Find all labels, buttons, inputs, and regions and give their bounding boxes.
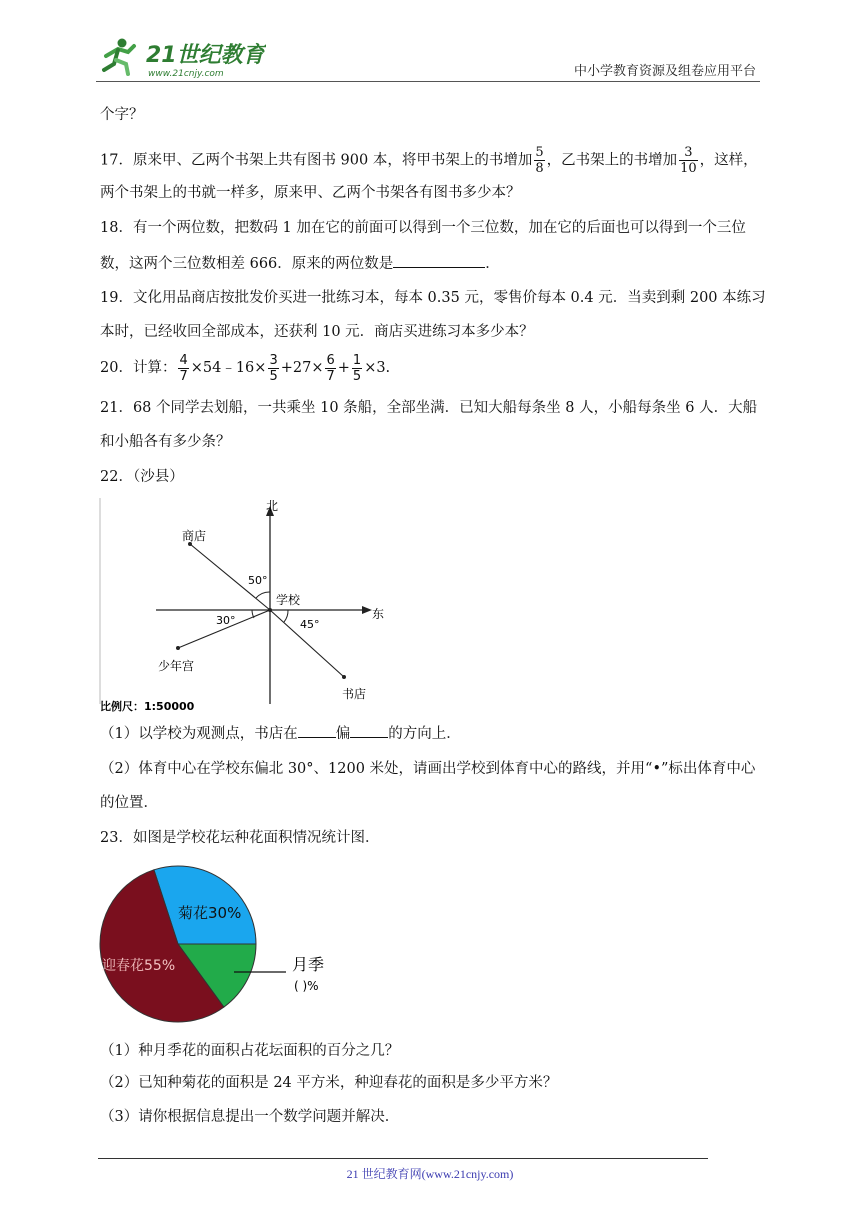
q22-title: 22．（沙县） — [100, 469, 184, 485]
q17-line1 — [100, 145, 758, 175]
q23-sub2: （2）已知种菊花的面积是 24 平方米，种迎春花的面积是多少平方米？ — [100, 1075, 558, 1091]
angle-arc-50 — [256, 592, 270, 598]
q21-line1: 21．68 个同学去划船，一共乘坐 10 条船，全部坐满．已知大船每条坐 8 人，小船每条坐 6 人．大船 — [100, 400, 758, 416]
callout-label: 月季 — [292, 955, 325, 974]
q22-sub1-text-c: 的方向上． — [388, 726, 461, 742]
q22-sub2-line2: 的位置． — [100, 795, 158, 811]
q16-tail: 个字？ — [100, 107, 144, 123]
q21-line2: 和小船各有多少条？ — [100, 434, 231, 450]
angle-arc-45 — [284, 610, 288, 622]
east-arrow-icon — [362, 606, 372, 614]
footer-rule — [98, 1158, 708, 1159]
q17-fraction-2: $\frac{3}{10}$ — [680, 145, 697, 176]
q17-text-a: 17．原来甲、乙两个书架上共有图书 900 本，将甲书架上的书增加 — [100, 152, 533, 169]
direction-map — [98, 494, 398, 714]
q20-label: 20．计算： — [100, 360, 177, 376]
q20-term-3: + — [337, 360, 350, 376]
q20-fraction-a: $\frac{4}{7}$ — [179, 352, 188, 384]
scale-label: 比例尺：1:50000 — [100, 700, 195, 713]
north-label: 北 — [266, 499, 279, 513]
youth-palace-label: 少年宫 — [158, 659, 195, 673]
q22-blank-2[interactable] — [350, 723, 388, 738]
east-label: 东 — [372, 607, 385, 621]
q22-sub1-text-a: （1）以学校为观测点，书店在 — [100, 726, 298, 742]
slice-label-chrysanthemum: 菊花30% — [178, 904, 242, 922]
angle-50-label: 50° — [248, 574, 268, 587]
q22-sub1 — [100, 723, 461, 744]
pie-slices — [100, 866, 256, 1022]
bookstore-label: 书店 — [342, 687, 367, 701]
q23-sub1: （1）种月季花的面积占花坛面积的百分之几？ — [100, 1043, 400, 1059]
angle-30-label: 30° — [216, 614, 236, 627]
q19-line2: 本时，已经收回全部成本，还获利 10 元．商店买进练习本多少本？ — [100, 324, 534, 340]
logo-url: www.21cnjy.com — [148, 69, 224, 79]
q19-line1: 19．文化用品商店按批发价买进一批练习本，每本 0.35 元，零售价每本 0.4 元．当卖到剩 200 本练习 — [100, 290, 766, 306]
slice-label-jasmine: 迎春花55% — [102, 958, 176, 974]
q22-sub2-line1: （2）体育中心在学校东偏北 30°、1200 米处，请画出学校到体育中心的路线，并用“•”标出体育中心 — [100, 761, 756, 777]
flower-pie-chart — [98, 862, 368, 1032]
q20-term-1: ×54﹣16× — [190, 360, 267, 376]
q20-fraction-c: $\frac{6}{7}$ — [326, 352, 335, 384]
platform-name: 中小学教育资源及组卷应用平台 — [573, 64, 756, 79]
q17-line2: 两个书架上的书就一样多，原来甲、乙两个书架各有图书多少本？ — [100, 185, 521, 201]
header-rule — [96, 81, 760, 82]
q18-line2 — [100, 253, 500, 274]
bookstore-point — [342, 675, 346, 679]
q18-text: 数，这两个三位数相差 666．原来的两位数是 — [100, 256, 394, 272]
q18-answer-blank[interactable] — [393, 253, 485, 268]
q22-sub1-text-b: 偏 — [335, 726, 351, 742]
footer-text[interactable]: 21 世纪教育网(www.21cnjy.com) — [346, 1167, 514, 1181]
q18-line1: 18．有一个两位数，把数码 1 加在它的前面可以得到一个三位数，加在它的后面也可以得到一个三位 — [100, 220, 746, 236]
callout-value: ( )% — [294, 979, 319, 993]
q20-line — [100, 351, 390, 385]
angle-45-label: 45° — [300, 618, 320, 631]
shop-label: 商店 — [182, 529, 207, 543]
runner-icon — [104, 39, 134, 75]
q20-fraction-b: $\frac{3}{5}$ — [269, 352, 278, 384]
q17-text-b: ，乙书架上的书增加 — [546, 152, 678, 169]
q23-title: 23．如图是学校花坛种花面积情况统计图． — [100, 830, 380, 846]
site-logo — [96, 34, 266, 80]
school-label: 学校 — [276, 593, 301, 607]
q20-term-2: +27× — [280, 360, 324, 376]
youth-palace-point — [176, 646, 180, 650]
logo-text: 21世纪教育 — [146, 43, 265, 68]
q22-blank-1[interactable] — [298, 723, 336, 738]
q17-text-c: ，这样， — [699, 152, 758, 169]
q20-fraction-d: $\frac{1}{5}$ — [352, 352, 362, 384]
q20-term-4: ×3. — [364, 360, 391, 376]
school-point — [268, 608, 272, 612]
q17-fraction-1: $\frac{5}{8}$ — [535, 145, 544, 176]
q18-end: ． — [485, 256, 500, 272]
q23-sub3: （3）请你根据信息提出一个数学问题并解决． — [100, 1109, 400, 1125]
